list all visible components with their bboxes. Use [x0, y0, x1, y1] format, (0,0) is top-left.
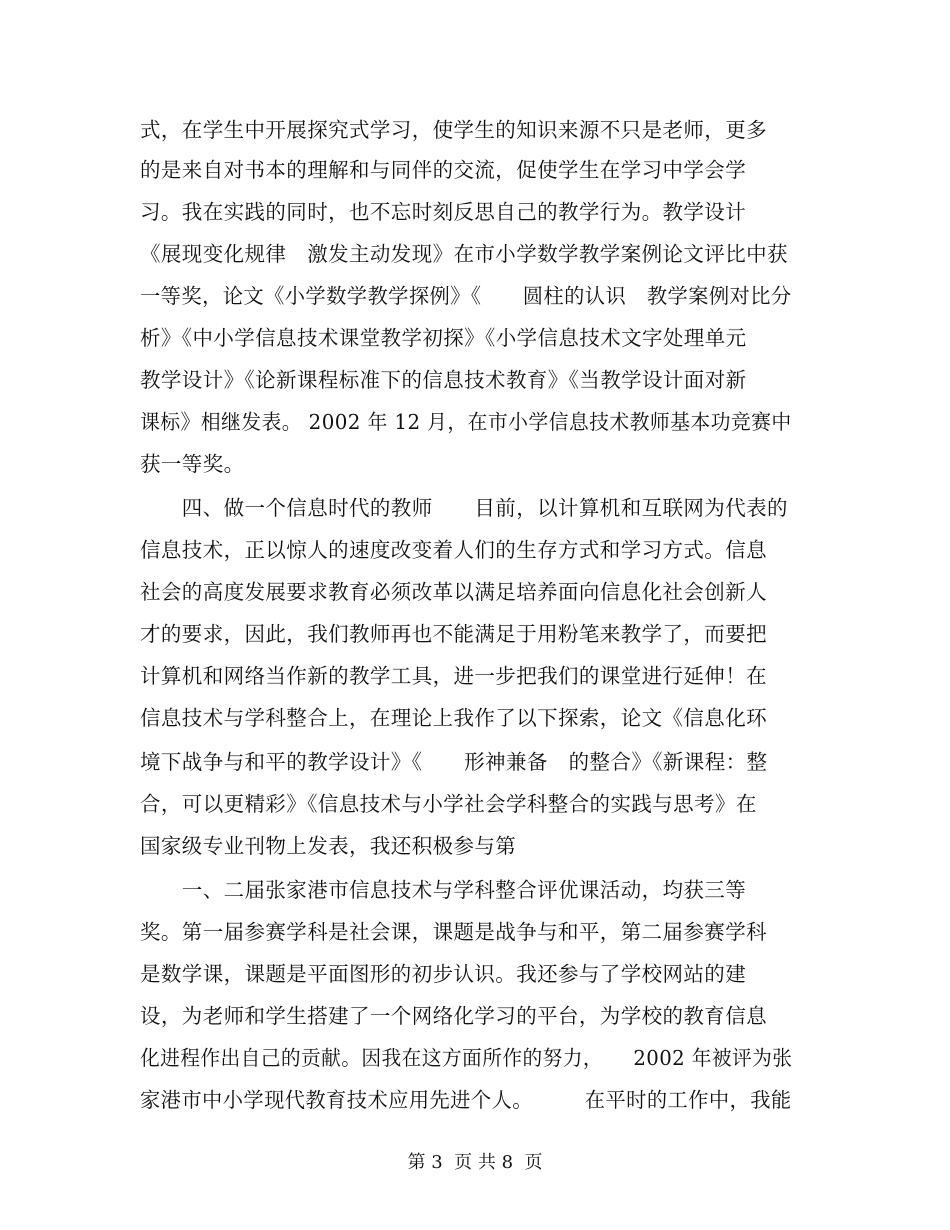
text-line: 家港市中小学现代教育技术应用先进个人。 在平时的工作中，我能 [140, 1088, 792, 1112]
text-line: 奖。第一届参赛学科是社会课，课题是战争与和平，第二届参赛学科 [140, 920, 767, 944]
text-line: 习。我在实践的同时，也不忘时刻反思自己的教学行为。教学设计 [140, 200, 747, 224]
text-line: 式，在学生中开展探究式学习，使学生的知识来源不只是老师，更多 [140, 118, 767, 142]
text-line: 获一等奖。 [140, 452, 245, 476]
text-line: 一等奖，论文《小学数学教学探例》《 圆柱的认识 教学案例对比分 [140, 284, 792, 308]
text-line: 才的要求，因此，我们教师再也不能满足于用粉笔来教学了，而要把 [140, 622, 767, 646]
text-line: 合，可以更精彩》《信息技术与小学社会学科整合的实践与思考》在 [140, 792, 757, 816]
text-line: 析》《中小学信息技术课堂教学初探》《小学信息技术文字处理单元 [140, 326, 747, 350]
text-line: 教学设计》《论新课程标准下的信息技术教育》《当教学设计面对新 [140, 368, 747, 392]
text-line: 信息技术，正以惊人的速度改变着人们的生存方式和学习方式。信息 [140, 538, 767, 562]
text-line: 信息技术与学科整合上，在理论上我作了以下探索，论文《信息化环 [140, 706, 767, 730]
text-line: 化进程作出自己的贡献。因我在这方面所作的努力， 2002 年被评为张 [140, 1046, 793, 1070]
text-line: 计算机和网络当作新的教学工具，进一步把我们的课堂进行延伸！在 [140, 664, 767, 688]
text-line: 国家级专业刊物上发表，我还积极参与第 [140, 834, 517, 858]
text-line: 一、二届张家港市信息技术与学科整合评优课活动，均获三等 [140, 878, 747, 902]
text-line: 境下战争与和平的教学设计》《 形神兼备 的整合》《新课程：整 [140, 750, 768, 774]
text-line: 的是来自对书本的理解和与同伴的交流，促使学生在学习中学会学 [140, 158, 747, 182]
text-line: 社会的高度发展要求教育必须改革以满足培养面向信息化社会创新人 [140, 580, 767, 604]
text-line: 《展现变化规律 激发主动发现》在市小学数学教学案例论文评比中获 [140, 242, 788, 266]
text-line: 四、做一个信息时代的教师 目前，以计算机和互联网为代表的 [140, 496, 788, 520]
page-number-footer: 第 3 页 共 8 页 [407, 1152, 543, 1173]
text-line: 课标》相继发表。 2002 年 12 月，在市小学信息技术教师基本功竞赛中 [140, 410, 792, 434]
text-line: 设，为老师和学生搭建了一个网络化学习的平台，为学校的教育信息 [140, 1004, 767, 1028]
text-line: 是数学课，课题是平面图形的初步认识。我还参与了学校网站的建 [140, 962, 747, 986]
